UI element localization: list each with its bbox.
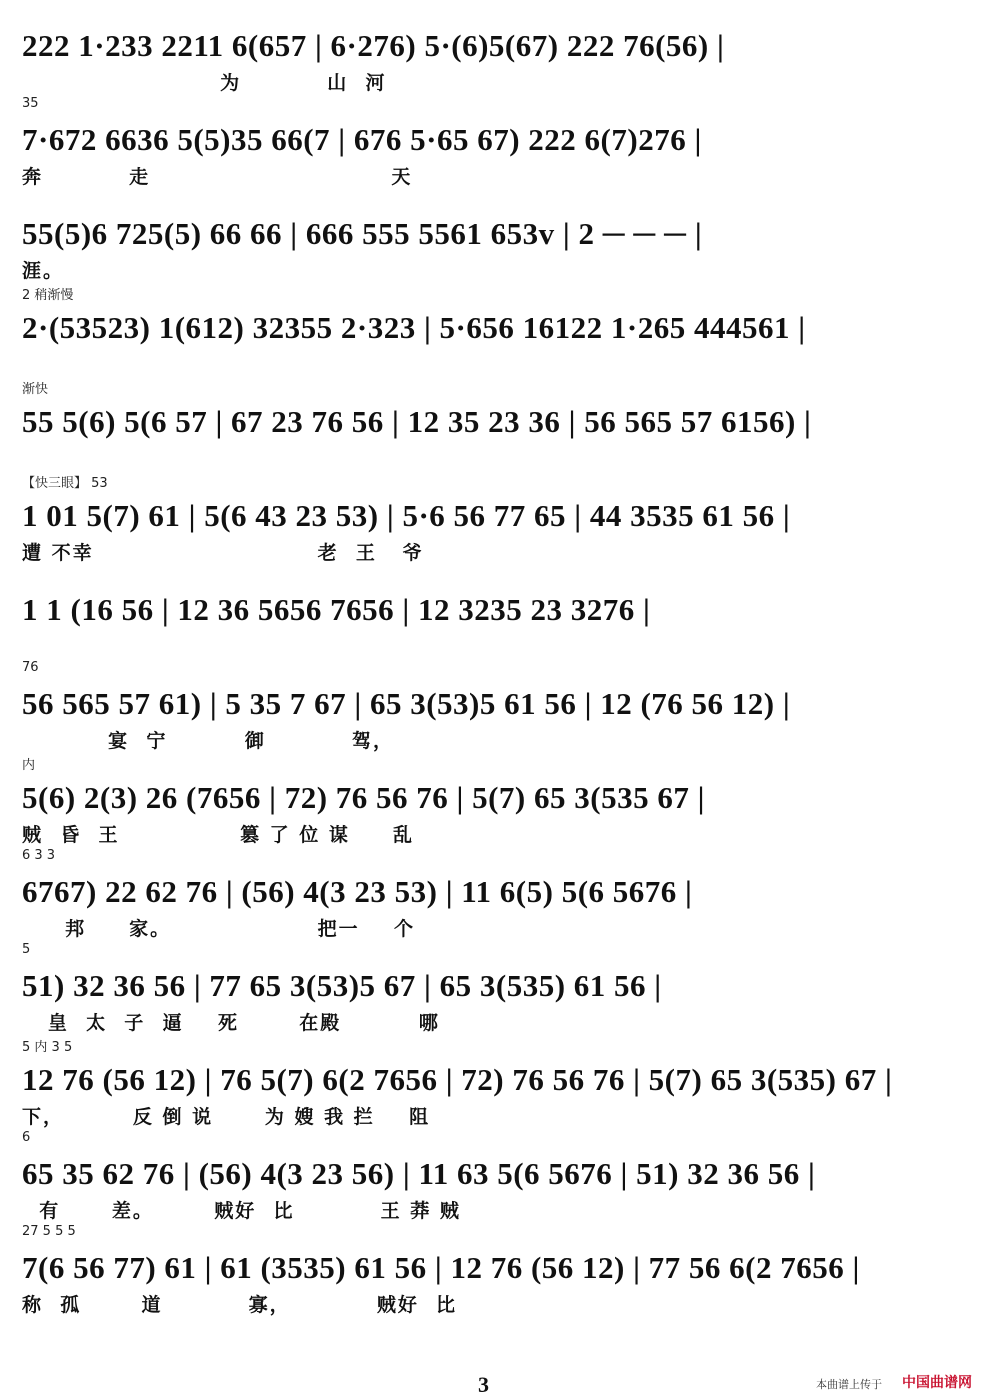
line-marking: 35: [22, 96, 39, 111]
jianpu-notes: 65 35 62 76 | (56) 4(3 23 56) | 11 63 5(6 5676 | 51) 32 36 56 |: [22, 1156, 816, 1191]
score-line-8: [22, 660, 981, 752]
line-marking: 2 稍渐慢: [22, 288, 74, 303]
lyrics-text: 邦 家。 把一 个: [22, 918, 416, 940]
lyrics-text: 有 差。 贼好 比 王 莽 贼: [22, 1200, 461, 1222]
jianpu-notes: 51) 32 36 56 | 77 65 3(53)5 67 | 65 3(535) 61 56 |: [22, 968, 662, 1003]
jianpu-notes: 12 76 (56 12) | 76 5(7) 6(2 7656 | 72) 76 56 76 | 5(7) 65 3(535) 67 |: [22, 1062, 893, 1097]
jianpu-notes: 55 5(6) 5(6 57 | 67 23 76 56 | 12 35 23 36 | 56 565 57 6156) |: [22, 404, 812, 439]
score-line-7: [22, 566, 981, 658]
line-marking: 【快三眼】 53: [22, 476, 108, 491]
jianpu-notes: 1 01 5(7) 61 | 5(6 43 23 53) | 5·6 56 77 65 | 44 3535 61 56 |: [22, 498, 791, 533]
lyrics-text: 皇 太 子 逼 死 在殿 哪: [22, 1012, 440, 1034]
score-line-13: [22, 1130, 981, 1222]
score-line-14: [22, 1224, 981, 1316]
jianpu-notes: 55(5)6 725(5) 66 66 | 666 555 5561 653v | 2 ─ ─ ─ |: [22, 216, 703, 251]
jianpu-notes: 1 1 (16 56 | 12 36 5656 7656 | 12 3235 23 3276 |: [22, 592, 651, 627]
lyrics-text: 宴 宁 御 驾，: [22, 730, 395, 752]
jianpu-notes: 56 565 57 61) | 5 35 7 67 | 65 3(53)5 61 56 | 12 (76 56 12) |: [22, 686, 791, 721]
lyrics-text: 遭 不幸 老 王 爷: [22, 542, 424, 564]
line-marking: 27 5 5 5: [22, 1224, 76, 1239]
jianpu-notes: 7·672 6636 5(5)35 66(7 | 676 5·65 67) 222 6(7)276 |: [22, 122, 702, 157]
score-line-12: [22, 1036, 981, 1128]
upload-note: 本曲谱上传于: [816, 1378, 882, 1391]
score-line-6: [22, 472, 981, 564]
lyrics-text: 涯。: [22, 260, 65, 282]
lyrics-text: 奔 走 天: [22, 166, 413, 188]
line-marking: 内: [22, 758, 36, 773]
score-line-2: [22, 96, 981, 188]
lyrics-text: 为 山 河: [22, 72, 387, 94]
line-marking: 5: [22, 942, 31, 957]
line-marking: 渐快: [22, 382, 49, 397]
score-line-5: [22, 378, 981, 470]
jianpu-notes: 7(6 56 77) 61 | 61 (3535) 61 56 | 12 76 (56 12) | 77 56 6(2 7656 |: [22, 1250, 860, 1285]
jianpu-notes: 222 1·233 2211 6(657 | 6·276) 5·(6)5(67) 222 76(56) |: [22, 28, 725, 63]
jianpu-notes: 2·(53523) 1(612) 32355 2·323 | 5·656 16122 1·265 444561 |: [22, 310, 806, 345]
line-marking: 76: [22, 660, 39, 675]
line-marking: 5 内 3 5: [22, 1040, 73, 1055]
jianpu-notes: 6767) 22 62 76 | (56) 4(3 23 53) | 11 6(5) 5(6 5676 |: [22, 874, 693, 909]
score-line-3: [22, 190, 981, 282]
score-line-9: [22, 754, 981, 846]
score-line-11: [22, 942, 981, 1034]
line-marking: 6 3 3: [22, 848, 56, 863]
lyrics-text: 称 孤 道 寡， 贼好 比: [22, 1294, 458, 1316]
score-line-10: [22, 848, 981, 940]
jianpu-notes: 5(6) 2(3) 26 (7656 | 72) 76 56 76 | 5(7) 65 3(535 67 |: [22, 780, 705, 815]
lyrics-text: 下， 反 倒 说 为 嫂 我 拦 阻: [22, 1106, 431, 1128]
site-logo: 中国曲谱网: [902, 1375, 972, 1391]
score-line-1: [22, 2, 981, 94]
score-line-4: [22, 284, 981, 376]
line-marking: 6: [22, 1130, 31, 1145]
lyrics-text: 贼 昏 王 篡 了 位 谋 乱: [22, 824, 414, 846]
page-number: 3: [478, 1372, 489, 1397]
